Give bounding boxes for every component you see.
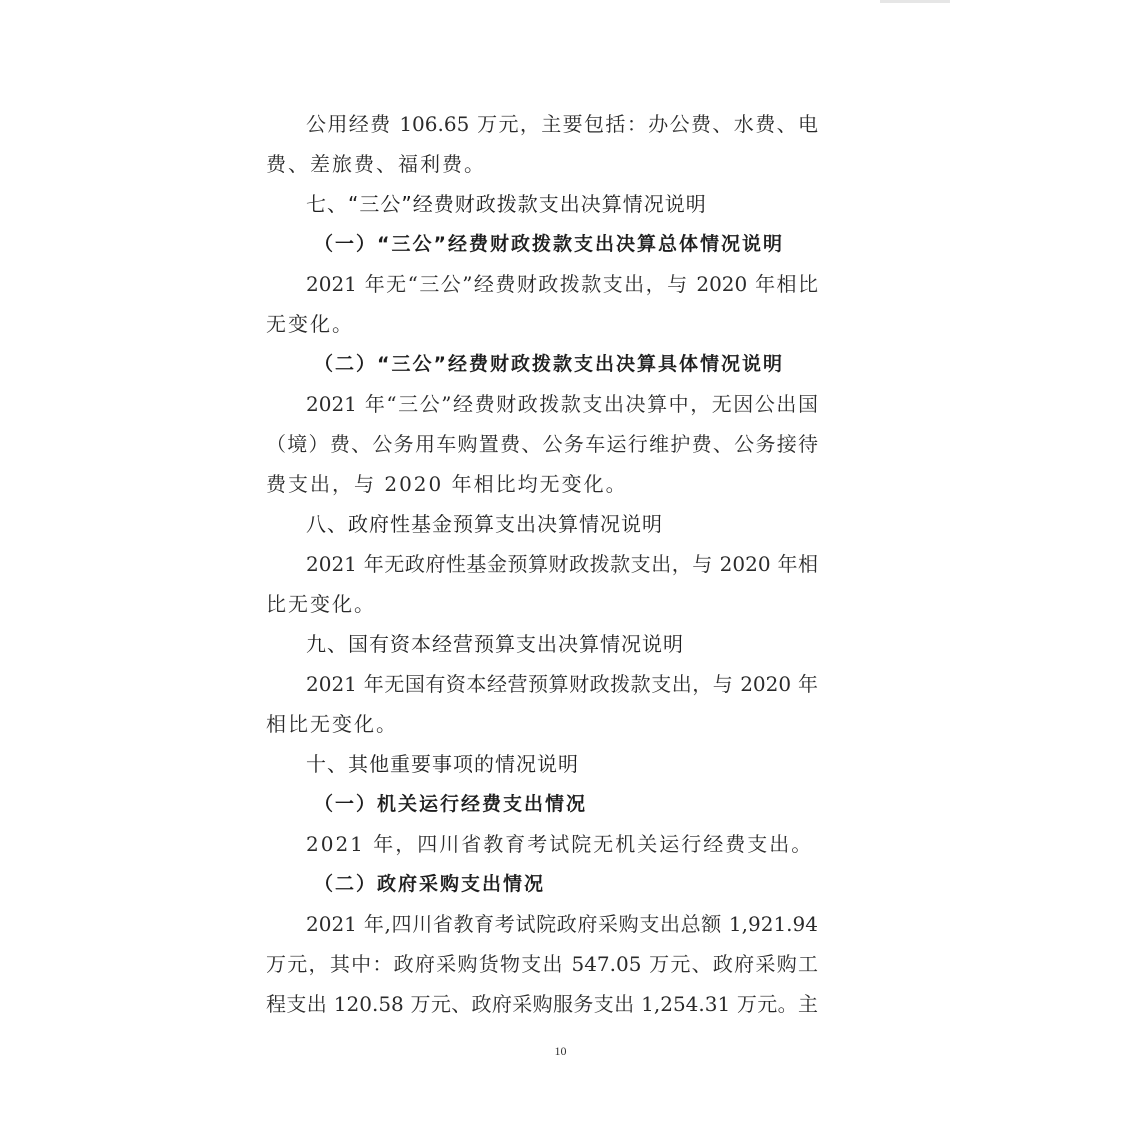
paragraph-line: 比无变化。	[266, 592, 376, 616]
paragraph-line: 2021 年无政府性基金预算财政拨款支出，与 2020 年相	[306, 552, 818, 576]
paragraph-line: 无变化。	[266, 312, 354, 336]
subsection-heading: （一）机关运行经费支出情况	[314, 793, 588, 815]
paragraph-line: 2021 年无国有资本经营预算财政拨款支出，与 2020 年	[306, 672, 818, 696]
section-heading: 七、“三公”经费财政拨款支出决算情况说明	[306, 192, 707, 216]
paragraph-line: 公用经费 106.65 万元，主要包括：办公费、水费、电	[306, 112, 818, 136]
section-heading: 十、其他重要事项的情况说明	[306, 752, 579, 776]
subsection-heading: （二）政府采购支出情况	[314, 873, 546, 895]
scan-mark	[880, 0, 950, 3]
subsection-heading: （一）“三公”经费财政拨款支出决算总体情况说明	[314, 233, 784, 255]
paragraph-line: 程支出 120.58 万元、政府采购服务支出 1,254.31 万元。主	[266, 992, 818, 1016]
page-number: 10	[554, 1044, 567, 1058]
paragraph-line: 2021 年,四川省教育考试院政府采购支出总额 1,921.94	[306, 912, 818, 936]
paragraph-line: （境）费、公务用车购置费、公务车运行维护费、公务接待	[266, 432, 818, 456]
paragraph-line: 费支出，与 2020 年相比均无变化。	[266, 472, 628, 496]
section-heading: 八、政府性基金预算支出决算情况说明	[306, 512, 663, 536]
subsection-heading: （二）“三公”经费财政拨款支出决算具体情况说明	[314, 353, 784, 375]
paragraph-line: 万元，其中：政府采购货物支出 547.05 万元、政府采购工	[266, 952, 818, 976]
paragraph-line: 相比无变化。	[266, 712, 398, 736]
paragraph-line: 2021 年“三公”经费财政拨款支出决算中，无因公出国	[306, 392, 818, 416]
section-heading: 九、国有资本经营预算支出决算情况说明	[306, 632, 684, 656]
paragraph-line: 2021 年，四川省教育考试院无机关运行经费支出。	[306, 832, 814, 856]
paragraph-line: 费、差旅费、福利费。	[266, 152, 486, 176]
paragraph-line: 2021 年无“三公”经费财政拨款支出，与 2020 年相比	[306, 272, 818, 296]
